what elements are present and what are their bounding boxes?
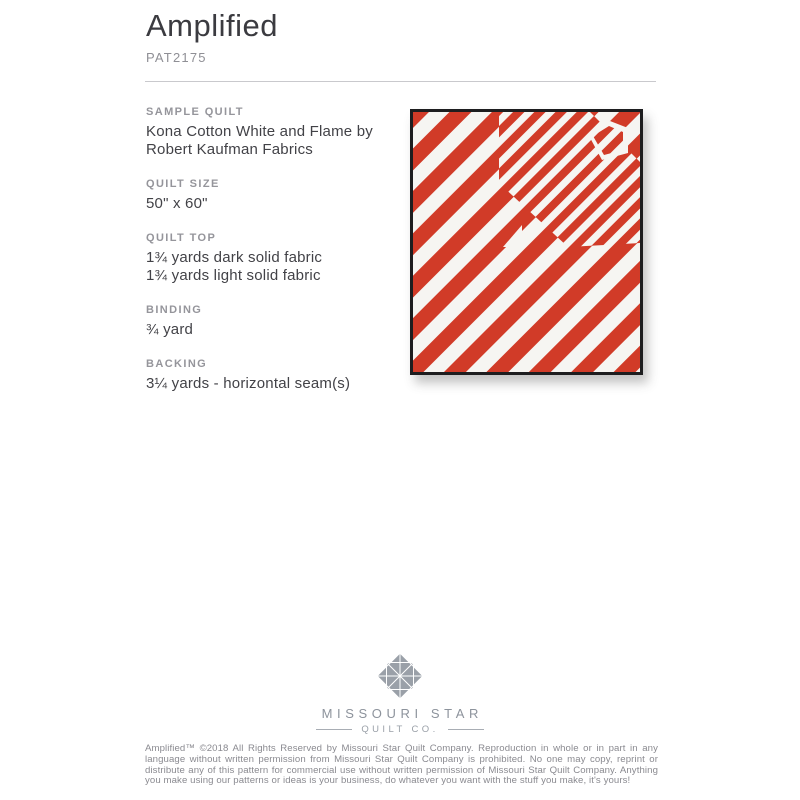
company-logo	[0, 651, 800, 735]
quilt-image	[410, 109, 643, 375]
pattern-number: PAT2175	[146, 50, 207, 65]
spec-value: 3¼ yards - horizontal seam(s)	[146, 375, 351, 392]
quilt-photo	[410, 109, 643, 375]
spec-label: BINDING	[146, 304, 203, 316]
page-title: Amplified	[146, 8, 278, 43]
spec-value: ¾ yard	[146, 321, 194, 338]
spec-quilt-top	[146, 232, 416, 285]
copyright-text: Amplified™ ©2018 All Rights Reserved by Missouri Star Quilt Company. Reproduction in whole or in part in any language without written permission from Missouri Star Quilt Company is prohibited. No one may copy, reprint or distribute any of this pattern for commercial use without written permission of Missouri Star Quilt Company. Anything you make using our patterns or ideas is your business, do whatever you want with the stuff you make, it's yours!	[145, 743, 658, 787]
spec-quilt-size	[146, 178, 416, 213]
logo-subtitle-row	[316, 724, 483, 735]
spec-label: BACKING	[146, 358, 208, 370]
spec-backing	[146, 358, 416, 393]
logo-subtitle: QUILT CO.	[361, 724, 439, 735]
spec-list	[146, 106, 416, 412]
quilt-star-icon	[374, 651, 426, 701]
spec-value: 1¾ yards dark solid fabric	[146, 249, 323, 266]
spec-value: Kona Cotton White and Flame by	[146, 123, 373, 140]
spec-label: QUILT SIZE	[146, 178, 220, 190]
spec-value: Robert Kaufman Fabrics	[146, 141, 313, 158]
spec-sample-quilt	[146, 106, 416, 159]
logo-rule-right	[448, 729, 484, 730]
spec-value: 50" x 60"	[146, 195, 208, 212]
logo-rule-left	[316, 729, 352, 730]
spec-label: SAMPLE QUILT	[146, 106, 244, 118]
spec-value: 1¾ yards light solid fabric	[146, 267, 321, 284]
header-divider	[145, 81, 656, 82]
logo-company-name: MISSOURI STAR	[321, 706, 483, 721]
spec-binding	[146, 304, 416, 339]
spec-label: QUILT TOP	[146, 232, 217, 244]
